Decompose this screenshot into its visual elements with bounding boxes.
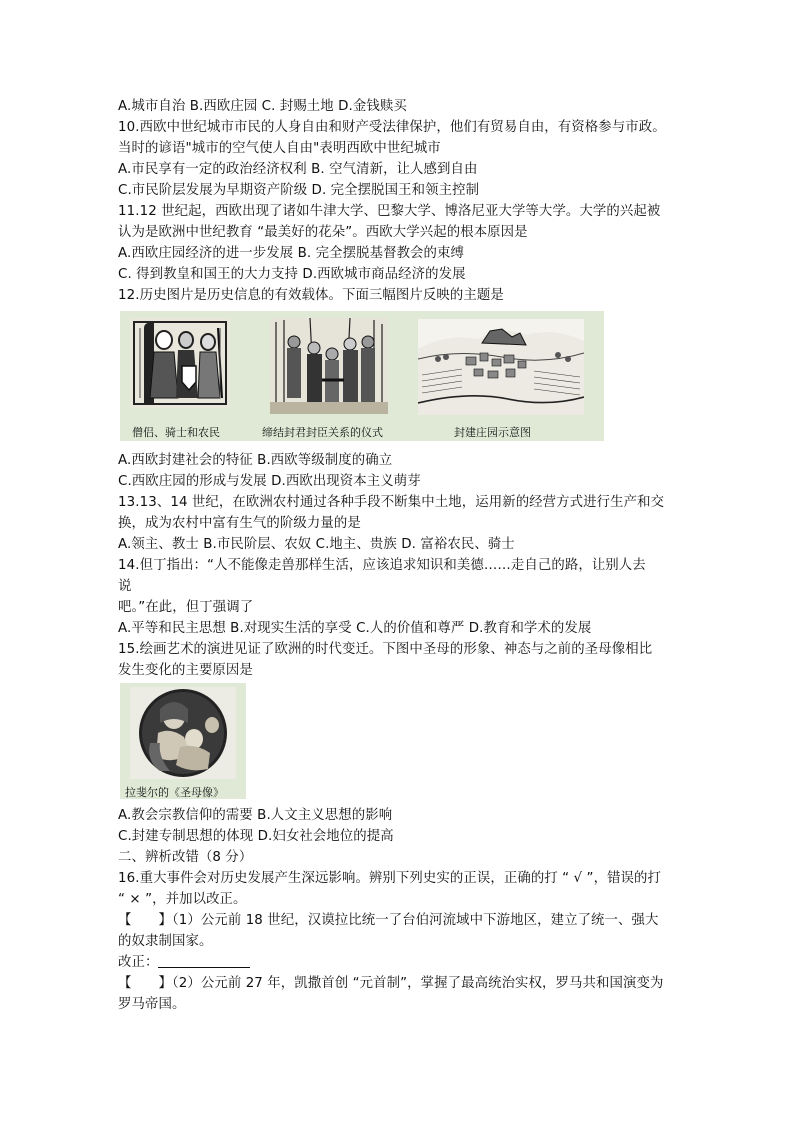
- q16-item2-line1: 【 】（2）公元前 27 年，凯撒首创 “元首制”，掌握了最高统治实权，罗马共和国演变为: [118, 976, 664, 991]
- q12-options-cd: C.西欧庄园的形成与发展 D.西欧出现资本主义萌芽: [118, 474, 421, 489]
- q11-stem-1: 11.12 世纪起，西欧出现了诸如牛津大学、巴黎大学、博洛尼亚大学等大学。大学的兴起被: [118, 204, 661, 219]
- correction-blank[interactable]: [158, 955, 250, 968]
- q16-stem-1: 16.重大事件会对历史发展产生深远影响。辨别下列史实的正误，正确的打 “ √ ”，错误的打: [118, 871, 662, 886]
- q15-stem-1: 15.绘画艺术的演进见证了欧洲的时代变迁。下图中圣母的形象、神态与之前的圣母像相比: [118, 642, 653, 657]
- q12-options-ab: A.西欧封建社会的特征 B.西欧等级制度的确立: [118, 453, 393, 468]
- q14-stem-2: 说: [118, 579, 132, 594]
- q10-options-cd: C.市民阶层发展为早期资产阶级 D. 完全摆脱国王和领主控制: [118, 183, 480, 198]
- q16-correction-row: [118, 954, 250, 972]
- fig4-caption: 拉斐尔的《圣母像》: [125, 786, 224, 799]
- q9-options: A.城市自治 B.西欧庄园 C. 封赐土地 D.金钱赎买: [118, 99, 407, 114]
- q16-stem-2: “ × ”，并加以改正。: [118, 892, 247, 907]
- fig3-caption: 封建庄园示意图: [454, 426, 531, 439]
- q15-options-ab: A.教会宗教信仰的需要 B.人文主义思想的影响: [118, 808, 393, 823]
- monk-knight-peasant-image: [130, 318, 230, 408]
- q10-options-ab: A.市民享有一定的政治经济权利 B. 空气清新，让人感到自由: [118, 162, 478, 177]
- q16-item1-line1: 【 】（1）公元前 18 世纪，汉谟拉比统一了台伯河流域中下游地区，建立了统一、强大: [118, 913, 659, 928]
- q13-stem-2: 换，成为农村中富有生气的阶级力量的是: [118, 516, 361, 531]
- q14-options: A.平等和民主思想 B.对现实生活的享受 C.人的价值和尊严 D.教育和学术的发展: [118, 621, 592, 636]
- fig1-caption: 僧侣、骑士和农民: [132, 426, 220, 439]
- q15-options-cd: C.封建专制思想的体现 D.妇女社会地位的提高: [118, 829, 394, 844]
- q16-item2-line2: 罗马帝国。: [118, 997, 186, 1012]
- q12-stem: 12.历史图片是历史信息的有效载体。下面三幅图片反映的主题是: [118, 288, 504, 303]
- q14-stem-1: 14.但丁指出：“人不能像走兽那样生活，应该追求知识和美德……走自己的路，让别人去: [118, 558, 646, 573]
- q10-stem-2: 当时的谚语"城市的空气使人自由"表明西欧中世纪城市: [118, 141, 441, 156]
- section-two-heading: 二、辨析改错（8 分）: [118, 850, 253, 865]
- q13-options: A.领主、教士 B.市民阶层、农奴 C.地主、贵族 D. 富裕农民、骑士: [118, 537, 515, 552]
- q11-options-ab: A.西欧庄园经济的进一步发展 B. 完全摆脱基督教会的束缚: [118, 246, 465, 261]
- raphael-madonna-image: [130, 687, 236, 779]
- q12-picture-strip: [120, 311, 604, 441]
- homage-ceremony-image: [270, 318, 388, 414]
- q11-options-cd: C. 得到教皇和国王的大力支持 D.西欧城市商品经济的发展: [118, 267, 466, 282]
- correction-label: 改正：: [118, 955, 159, 970]
- q11-stem-2: 认为是欧洲中世纪教育 “最美好的花朵”。西欧大学兴起的根本原因是: [118, 225, 528, 240]
- manor-map-image: [418, 319, 584, 415]
- q10-stem-1: 10.西欧中世纪城市市民的人身自由和财产受法律保护，他们有贸易自由，有资格参与市政。: [118, 120, 666, 135]
- q16-item1-line2: 的奴隶制国家。: [118, 934, 213, 949]
- q15-stem-2: 发生变化的主要原因是: [118, 663, 253, 678]
- q13-stem-1: 13.13、14 世纪，在欧洲农村通过各种手段不断集中土地，运用新的经营方式进行生产和交: [118, 495, 665, 510]
- fig2-caption: 缔结封君封臣关系的仪式: [262, 426, 383, 439]
- q15-picture: [120, 683, 246, 799]
- q14-stem-3: 吧。”在此，但丁强调了: [118, 600, 254, 615]
